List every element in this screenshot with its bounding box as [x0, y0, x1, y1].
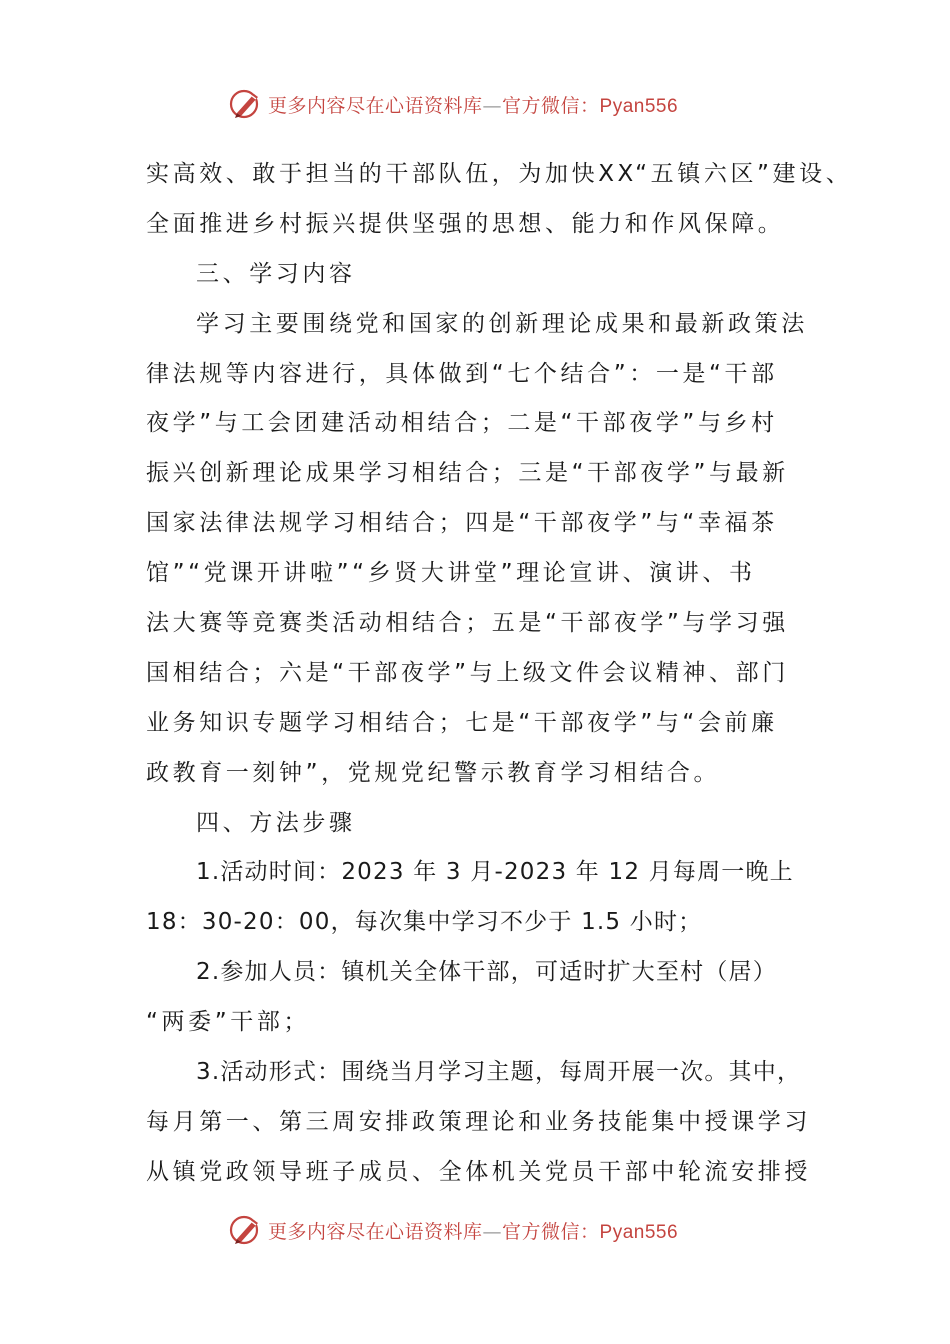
- text-line: 实高效、敢于担当的干部队伍，为加快XX“五镇六区”建设、: [146, 161, 853, 187]
- section-heading: 三、学习内容: [196, 260, 356, 287]
- banner-dash: —: [482, 94, 503, 117]
- banner-label: 官方微信：: [502, 94, 600, 117]
- text-line: “两委”干部；: [146, 1009, 311, 1036]
- text-line: 从镇党政领导班子成员、全体机关党员干部中轮流安排授: [146, 1158, 811, 1185]
- text-line: 律法规等内容进行，具体做到“七个结合”：一是“干部: [146, 360, 778, 387]
- banner-label: 官方微信：: [502, 1220, 600, 1243]
- text-line: 1.活动时间：2023 年 3 月-2023 年 12 月每周一晚上: [196, 859, 794, 886]
- banner-handle: Pyan556: [599, 95, 679, 117]
- text-line: 业务知识专题学习相结合；七是“干部夜学”与“会前廉: [146, 709, 778, 736]
- watermark-banner-bottom: [228, 1212, 728, 1248]
- banner-site-text: 更多内容尽在心语资料库: [268, 94, 483, 117]
- text-line: 学习主要围绕党和国家的创新理论成果和最新政策法: [196, 310, 808, 337]
- banner-handle: Pyan556: [599, 1221, 679, 1243]
- watermark-banner-top: [228, 86, 728, 122]
- text-line: 每月第一、第三周安排政策理论和业务技能集中授课学习: [146, 1108, 811, 1135]
- pen-logo-icon: [228, 1212, 264, 1248]
- text-line: 法大赛等竞赛类活动相结合；五是“干部夜学”与学习强: [146, 610, 789, 637]
- text-line: 2.参加人员：镇机关全体干部，可适时扩大至村（居）: [196, 959, 777, 986]
- text-line: 振兴创新理论成果学习相结合；三是“干部夜学”与最新: [146, 460, 789, 487]
- banner-site-text: 更多内容尽在心语资料库: [268, 1220, 483, 1243]
- text-line: 馆”“党课开讲啦”“乡贤大讲堂”理论宣讲、演讲、书: [146, 560, 756, 587]
- text-line: 3.活动形式：围绕当月学习主题，每周开展一次。其中，: [196, 1059, 802, 1086]
- text-line: 政教育一刻钟”，党规党纪警示教育学习相结合。: [146, 759, 721, 786]
- section-heading: 四、方法步骤: [196, 809, 356, 836]
- pen-logo-icon: [228, 86, 264, 122]
- banner-dash: —: [482, 1220, 503, 1243]
- text-line: 夜学”与工会团建活动相结合；二是“干部夜学”与乡村: [146, 410, 778, 437]
- document-body: [146, 150, 853, 1198]
- text-line: 全面推进乡村振兴提供坚强的思想、能力和作风保障。: [146, 210, 785, 237]
- text-line: 18：30-20：00，每次集中学习不少于 1.5 小时；: [146, 909, 703, 936]
- text-line: 国相结合；六是“干部夜学”与上级文件会议精神、部门: [146, 659, 789, 686]
- text-line: 国家法律法规学习相结合；四是“干部夜学”与“幸福茶: [146, 510, 778, 537]
